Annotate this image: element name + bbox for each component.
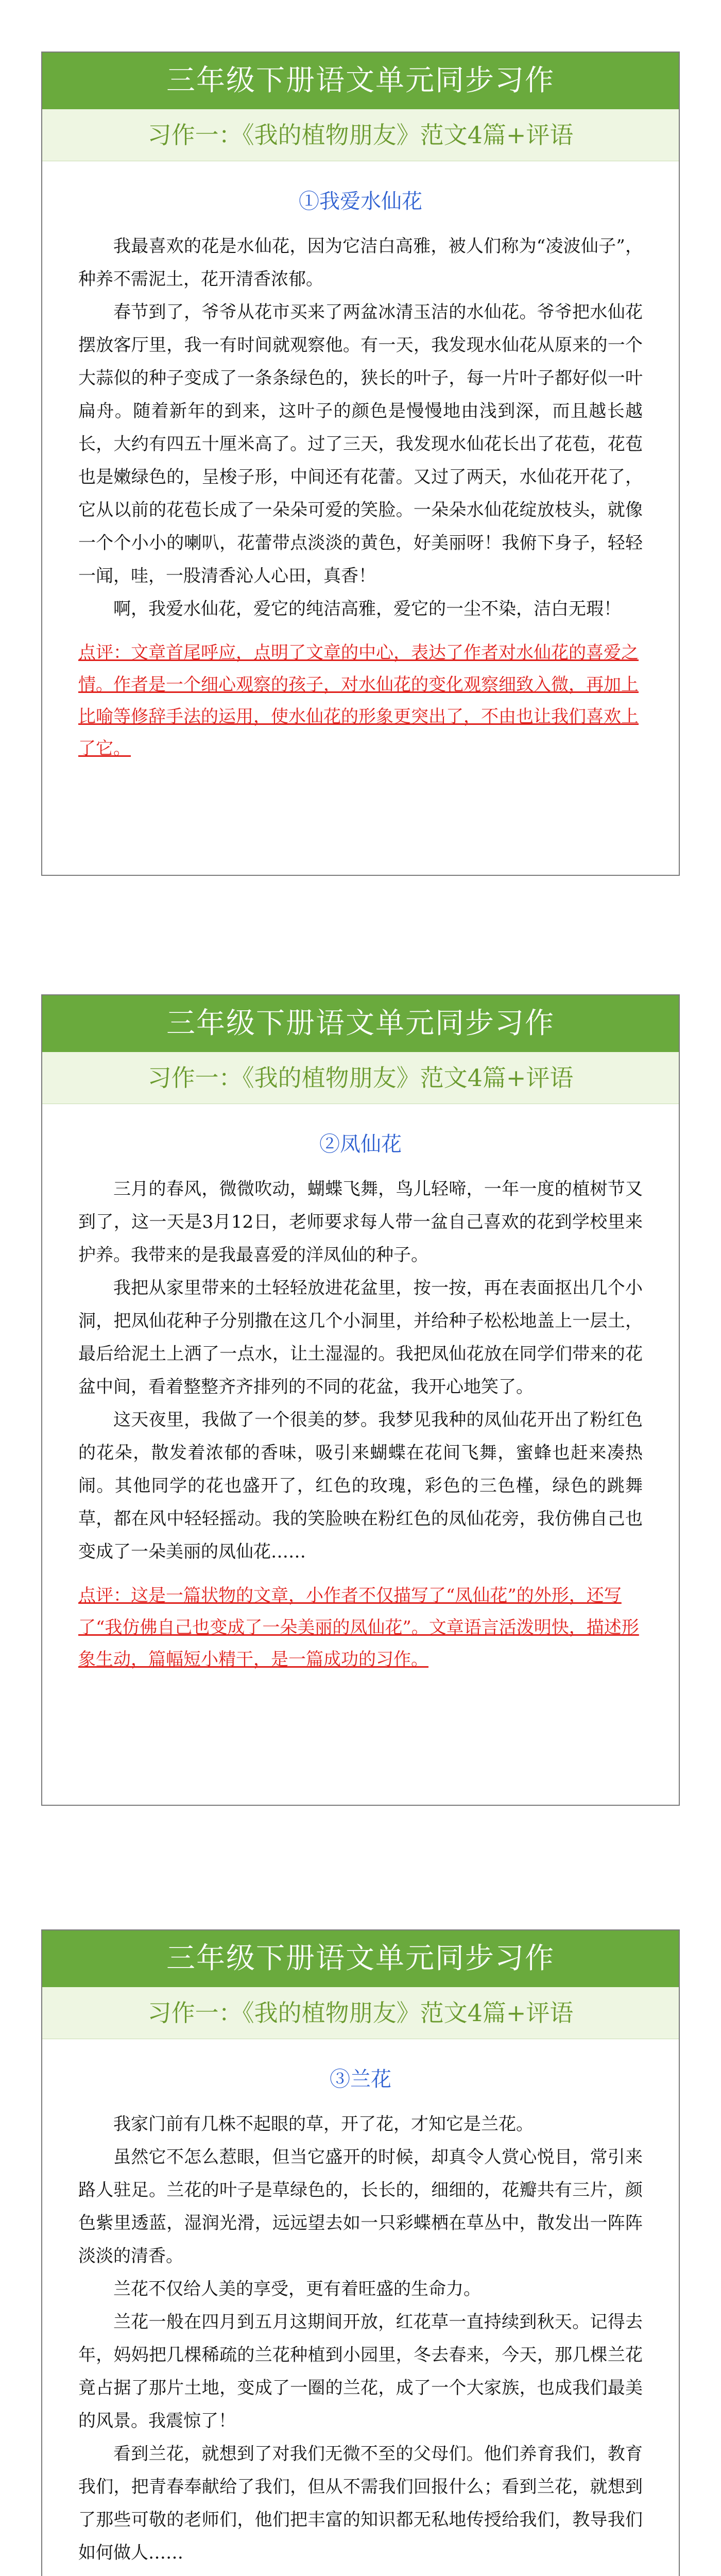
card-header: 三年级下册语文单元同步习作 [42, 995, 679, 1052]
essay-paragraph [78, 2569, 643, 2576]
essay-card-2 [41, 994, 680, 1806]
essay-paragraph: 我家门前有几株不起眼的草，开了花，才知它是兰花。 [113, 2114, 534, 2134]
essay-body [42, 2108, 679, 2576]
card-header: 三年级下册语文单元同步习作 [42, 53, 679, 109]
essay-comment [78, 637, 643, 775]
essay-card-1 [41, 52, 680, 876]
essay-comment [78, 1580, 643, 1686]
essay-paragraph: 啊，我爱水仙花，爱它的纯洁高雅，爱它的一尘不染，洁白无瑕！ [113, 599, 621, 619]
comment-text: 点评：文章首尾呼应，点明了文章的中心，表达了作者对水仙花的喜爱之情。作者是一个细心观察的孩子，对水仙花的变化观察细致入微，再加上比喻等修辞手法的运用，使水仙花的形象更突出了，不由也让我们喜欢上了它。 [78, 642, 639, 759]
essay-paragraph: 虽然它不怎么惹眼，但当它盛开的时候，却真令人赏心悦目，常引来路人驻足。兰花的叶子是草绿色的，长长的，细细的，花瓣共有三片，颜色紫里透蓝，湿润光滑，远远望去如一只彩蝶栖在草丛中，散发出一阵阵淡淡的清香。 [78, 2147, 643, 2266]
comment-text: 点评：这是一篇状物的文章，小作者不仅描写了“凤仙花”的外形，还写了“我仿佛自己也变成了一朵美丽的凤仙花”。文章语言活泼明快，描述形象生动，篇幅短小精干，是一篇成功的习作。 [78, 1585, 639, 1670]
essay-title: ①我爱水仙花 [299, 190, 422, 213]
essay-paragraph: 兰花一般在四月到五月这期间开放，红花草一直持续到秋天。记得去年，妈妈把几棵稀疏的兰花种植到小园里，冬去春来，今天，那几棵兰花竟占据了那片土地，变成了一圈的兰花，成了一个大家族，也成我们最美的风景。我震惊了！ [78, 2312, 643, 2431]
essay-paragraph: 我把从家里带来的土轻轻放进花盆里，按一按，再在表面抠出几个小洞，把凤仙花种子分别撒在这几个小洞里，并给种子松松地盖上一层土，最后给泥土上洒了一点水，让土湿湿的。我把凤仙花放在同学们带来的花盆中间，看着整整齐齐排列的不同的花盆，我开心地笑了。 [78, 1278, 643, 1397]
essay-body [42, 230, 679, 625]
essay-title: ②凤仙花 [319, 1132, 402, 1156]
card-subheader: 习作一：《我的植物朋友》范文4篇+评语 [42, 1987, 679, 2039]
essay-paragraph: 三月的春风，微微吹动，蝴蝶飞舞，鸟儿轻啼，一年一度的植树节又到了，这一天是3月12日，老师要求每人带一盆自己喜欢的花到学校里来护养。我带来的是我最喜爱的洋凤仙的种子。 [78, 1179, 643, 1265]
essay-paragraph: 这天夜里，我做了一个很美的梦。我梦见我种的凤仙花开出了粉红色的花朵，散发着浓郁的香味，吸引来蝴蝶在花间飞舞，蜜蜂也赶来凑热闹。其他同学的花也盛开了，红色的玫瑰，彩色的三色槿，绿色的跳舞草，都在风中轻轻摇动。我的笑脸映在粉红色的凤仙花旁，我仿佛自己也变成了一朵美丽的凤仙花…… [78, 1410, 643, 1562]
essay-card-3 [41, 1929, 680, 2576]
essay-paragraph: 我最喜欢的花是水仙花，因为它洁白高雅，被人们称为“凌波仙子”，种养不需泥土，花开清香浓郁。 [78, 236, 643, 290]
essay-paragraph: 看到兰花，就想到了对我们无微不至的父母们。他们养育我们，教育我们，把青春奉献给了我们，但从不需我们回报什么；看到兰花，就想到了那些可敬的老师们，他们把丰富的知识都无私地传授给我们，教导我们如何做人…… [78, 2444, 643, 2563]
essay-title: ③兰花 [330, 2067, 391, 2091]
essay-paragraph: 春节到了，爷爷从花市买来了两盆冰清玉洁的水仙花。爷爷把水仙花摆放客厅里，我一有时间就观察他。有一天，我发现水仙花从原来的一个大蒜似的种子变成了一条条绿色的，狭长的叶子，每一片叶子都好似一叶扁舟。随着新年的到来，这叶子的颜色是慢慢地由浅到深，而且越长越长，大约有四五十厘米高了。过了三天，我发现水仙花长出了花苞，花苞也是嫩绿色的，呈梭子形，中间还有花蕾。又过了两天，水仙花开花了，它从以前的花苞长成了一朵朵可爱的笑脸。一朵朵水仙花绽放枝头，就像一个个小小的喇叭，花蕾带点淡淡的黄色，好美丽呀！我俯下身子，轻轻一闻，哇，一股清香沁人心田，真香！ [78, 302, 643, 586]
card-subheader: 习作一：《我的植物朋友》范文4篇+评语 [42, 1052, 679, 1104]
essay-paragraph: 兰花不仅给人美的享受，更有着旺盛的生命力。 [113, 2279, 481, 2299]
essay-body [42, 1173, 679, 1568]
card-header: 三年级下册语文单元同步习作 [42, 1930, 679, 1987]
card-subheader: 习作一：《我的植物朋友》范文4篇+评语 [42, 109, 679, 161]
